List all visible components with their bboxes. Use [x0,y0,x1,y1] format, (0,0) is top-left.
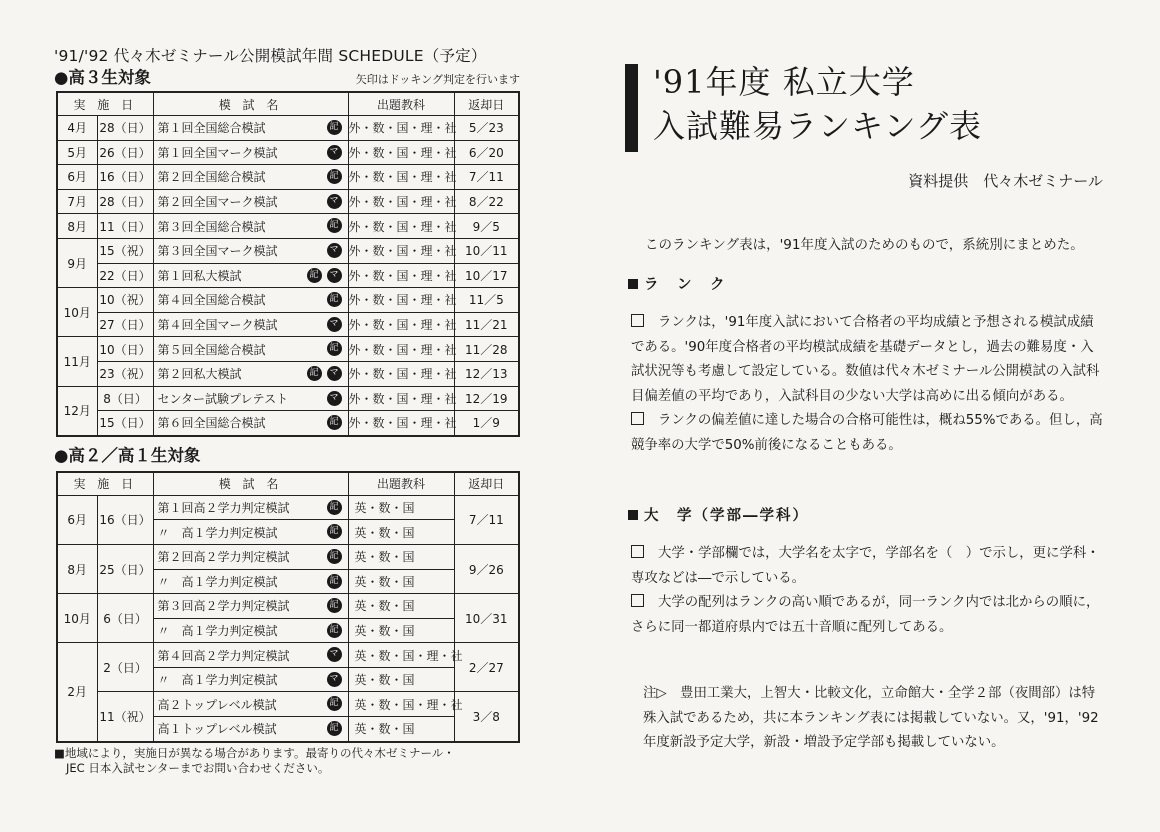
table-row [57,189,519,214]
return-date-cell: 6／20 [454,140,519,165]
exam-name: 第２回高２学力判定模試 [157,550,290,565]
subjects-cell: 英・数・国・理・社 [348,692,454,717]
subjects-cell: 外・数・国・理・社 [348,140,454,165]
footnote-line-2: JEC 日本入試センターまでお問い合わせください。 [66,760,330,775]
checkbox-icon [631,545,644,558]
day-cell: 10（祝） [97,288,153,313]
day-cell: 2（日） [97,643,153,692]
header-date: 実 施 日 [57,472,153,496]
exam-name-cell [153,140,348,165]
day-cell: 27（日） [97,312,153,337]
exam-name-cell [153,312,348,337]
exam-name: 第３回高２学力判定模試 [157,599,290,614]
mark-exam-badge-icon: マ [327,647,342,662]
header-date: 実 施 日 [57,92,153,116]
subjects-cell: 英・数・国 [348,594,454,619]
written-exam-badge-icon: 記 [327,341,342,356]
exam-name: 第１回全国総合模試 [157,121,266,136]
return-date-cell: 3／8 [454,692,519,742]
exam-name-cell [153,288,348,313]
return-date-cell: 8／22 [454,189,519,214]
mark-exam-badge-icon: マ [327,243,342,258]
exam-name-cell [153,618,348,643]
written-exam-badge-icon: 記 [307,268,322,283]
mark-exam-badge-icon: マ [327,145,342,160]
return-date-cell: 11／28 [454,337,519,362]
written-exam-badge-icon: 記 [327,500,342,515]
subjects-cell: 外・数・国・理・社 [348,238,454,263]
month-cell: 5月 [57,140,97,165]
written-exam-badge-icon: 記 [327,415,342,430]
written-exam-badge-icon: 記 [327,292,342,307]
exam-name-cell [153,386,348,411]
section-heading-grade2-1: ●高２／高１生対象 [54,445,201,465]
schedule-table-grade2-1 [56,471,520,743]
written-exam-badge-icon: 記 [327,574,342,589]
header-subjects: 出題教科 [348,472,454,496]
return-date-cell: 5／23 [454,116,519,141]
return-date-cell: 2／27 [454,643,519,692]
checkbox-icon [631,314,644,327]
header-subjects: 出題教科 [348,92,454,116]
table-row [57,386,519,411]
header-return: 返却日 [454,472,519,496]
exam-name: 第４回全国総合模試 [157,293,266,308]
day-cell: 22（日） [97,263,153,288]
exam-name: 〃 高１学力判定模試 [157,673,278,688]
exam-name-cell [153,263,348,288]
section-heading-grade3: ●高３生対象 [54,68,151,87]
written-exam-badge-icon: 記 [327,696,342,711]
return-date-cell: 9／5 [454,214,519,239]
mark-exam-badge-icon: マ [327,366,342,381]
subjects-cell: 英・数・国 [348,569,454,594]
subjects-cell: 英・数・国 [348,495,454,520]
month-cell: 4月 [57,116,97,141]
exam-name: 高１トップレベル模試 [157,722,277,737]
written-exam-badge-icon: 記 [327,524,342,539]
day-cell: 11（祝） [97,692,153,742]
return-date-cell: 10／11 [454,238,519,263]
table-row [57,411,519,436]
subjects-cell: 英・数・国 [348,717,454,742]
exam-name-cell [153,337,348,362]
day-cell: 15（日） [97,411,153,436]
day-cell: 11（日） [97,214,153,239]
subjects-cell: 英・数・国・理・社 [348,643,454,668]
exam-name-cell [153,361,348,386]
exam-name-cell [153,520,348,545]
month-cell: 12月 [57,386,97,436]
day-cell: 6（日） [97,594,153,643]
footnote-line-1: ■地域により，実施日が異なる場合があります。最寄りの代々木ゼミナール・ [54,745,455,760]
checkbox-icon [631,594,644,607]
subjects-cell: 外・数・国・理・社 [348,411,454,436]
subjects-cell: 外・数・国・理・社 [348,312,454,337]
table-row [57,238,519,263]
subjects-cell: 外・数・国・理・社 [348,214,454,239]
day-cell: 16（日） [97,495,153,544]
table-row [57,263,519,288]
article-title-line-1: '91年度 私立大学 [653,63,915,101]
exam-name-cell [153,692,348,717]
day-cell: 8（日） [97,386,153,411]
month-cell: 11月 [57,337,97,386]
mark-exam-badge-icon: マ [327,268,342,283]
table-row [57,214,519,239]
written-exam-badge-icon: 記 [327,218,342,233]
mark-exam-badge-icon: マ [327,194,342,209]
table-row [57,288,519,313]
table-row [57,116,519,141]
day-cell: 28（日） [97,189,153,214]
intro-text: このランキング表は，'91年度入試のためのもので，系統別にまとめた。 [645,237,1084,253]
table-row [57,165,519,190]
square-bullet-icon [628,279,638,289]
square-bullet-icon [628,510,638,520]
table-row [57,692,519,717]
table-row [57,361,519,386]
month-cell: 10月 [57,594,97,643]
month-cell: 8月 [57,214,97,239]
written-exam-badge-icon: 記 [327,169,342,184]
subjects-cell: 英・数・国 [348,520,454,545]
month-cell: 2月 [57,643,97,742]
subjects-cell: 英・数・国 [348,544,454,569]
subjects-cell: 外・数・国・理・社 [348,263,454,288]
exam-name-cell [153,667,348,692]
mark-exam-badge-icon: マ [327,317,342,332]
exam-name: 第１回全国マーク模試 [157,145,278,160]
day-cell: 10（日） [97,337,153,362]
exam-name-cell [153,189,348,214]
subjects-cell: 外・数・国・理・社 [348,361,454,386]
exam-name: 第１回私大模試 [157,268,242,283]
month-cell: 10月 [57,288,97,337]
month-cell: 9月 [57,238,97,287]
arrow-note: 矢印はドッキング判定を行います [355,73,520,86]
exam-name: 第２回私大模試 [157,367,242,382]
table-row [57,594,519,619]
schedule-table-grade3 [56,91,520,437]
exam-name-cell [153,594,348,619]
remark-text: 注▷ 豊田工業大，上智大・比較文化，立命館大・全学２部（夜間部）は特殊入試であるため，共に本ランキング表には掲載していない。又，'91，'92年度新設予定大学，新設・増設予定学部も掲載していない。 [643,686,1099,750]
exam-name: 第４回全国マーク模試 [157,318,278,333]
month-cell: 7月 [57,189,97,214]
mark-exam-badge-icon: マ [327,391,342,406]
exam-name: 〃 高１学力判定模試 [157,574,278,589]
univ-heading: 大 学（学部―学科） [628,504,1105,525]
table-row [57,495,519,520]
article-panel [625,60,1105,756]
exam-name: 〃 高１学力判定模試 [157,623,278,638]
written-exam-badge-icon: 記 [327,598,342,613]
exam-name-cell [153,238,348,263]
schedule-panel [54,46,520,776]
return-date-cell: 12／19 [454,386,519,411]
month-cell: 8月 [57,544,97,593]
subjects-cell: 外・数・国・理・社 [348,337,454,362]
day-cell: 26（日） [97,140,153,165]
exam-name: 第３回全国マーク模試 [157,244,278,259]
exam-name: 第３回全国総合模試 [157,219,266,234]
subjects-cell: 英・数・国 [348,618,454,643]
exam-name-cell [153,411,348,436]
table-row [57,140,519,165]
exam-name: 第５回全国総合模試 [157,342,266,357]
day-cell: 28（日） [97,116,153,141]
header-return: 返却日 [454,92,519,116]
schedule-title: '91/'92 代々木ゼミナール公開模試年間 SCHEDULE（予定） [54,47,487,65]
table-row [57,643,519,668]
exam-name: 高２トップレベル模試 [157,697,277,712]
exam-name-cell [153,544,348,569]
exam-name-cell [153,643,348,668]
exam-name: 第２回全国マーク模試 [157,195,278,210]
mark-exam-badge-icon: マ [327,672,342,687]
return-date-cell: 10／17 [454,263,519,288]
exam-name-cell [153,214,348,239]
subjects-cell: 外・数・国・理・社 [348,189,454,214]
written-exam-badge-icon: 記 [307,366,322,381]
return-date-cell: 7／11 [454,165,519,190]
return-date-cell: 10／31 [454,594,519,643]
written-exam-badge-icon: 記 [327,549,342,564]
return-date-cell: 12／13 [454,361,519,386]
month-cell: 6月 [57,495,97,544]
subjects-cell: 外・数・国・理・社 [348,165,454,190]
return-date-cell: 11／21 [454,312,519,337]
day-cell: 16（日） [97,165,153,190]
return-date-cell: 9／26 [454,544,519,593]
table-row [57,312,519,337]
rank-paragraph-2: ランクの偏差値に達した場合の合格可能性は，概ね55%である。但し，高競争率の大学で50%前後になることもある。 [631,413,1103,453]
return-date-cell: 11／5 [454,288,519,313]
subjects-cell: 英・数・国 [348,667,454,692]
exam-name: 第６回全国総合模試 [157,416,266,431]
day-cell: 25（日） [97,544,153,593]
exam-name: 第４回高２学力判定模試 [157,648,290,663]
header-exam: 模 試 名 [153,92,348,116]
exam-name: センター試験プレテスト [157,391,289,406]
exam-name: 第１回高２学力判定模試 [157,501,290,516]
exam-name-cell [153,116,348,141]
written-exam-badge-icon: 記 [327,120,342,135]
title-bar [625,64,638,152]
exam-name: 第２回全国総合模試 [157,170,266,185]
day-cell: 23（祝） [97,361,153,386]
subjects-cell: 外・数・国・理・社 [348,288,454,313]
header-exam: 模 試 名 [153,472,348,496]
checkbox-icon [631,412,644,425]
written-exam-badge-icon: 記 [327,623,342,638]
written-exam-badge-icon: 記 [327,721,342,736]
rank-paragraph-1: ランクは，'91年度入試において合格者の平均成績と予想される模試成績である。'90年度合格者の平均模試成績を基礎データとし，過去の難易度・入試状況等も考慮して設定している。数値は代々木ゼミナール公開模試の入試科目偏差値の平均であり，入試科目の少ない大学は高めに出る傾向がある。 [631,315,1100,404]
exam-name-cell [153,165,348,190]
table-row [57,337,519,362]
return-date-cell: 7／11 [454,495,519,544]
univ-paragraph-2: 大学の配列はランクの高い順であるが，同一ランク内では北からの順に，さらに同一都道府県内では五十音順に配列してある。 [631,595,1100,635]
univ-paragraph-1: 大学・学部欄では，大学名を太字で，学部名を（ ）で示し，更に学科・専攻などは―で示している。 [631,546,1100,586]
day-cell: 15（祝） [97,238,153,263]
month-cell: 6月 [57,165,97,190]
table-row [57,544,519,569]
subjects-cell: 外・数・国・理・社 [348,116,454,141]
exam-name-cell [153,495,348,520]
subjects-cell: 外・数・国・理・社 [348,386,454,411]
article-title-line-2: 入試難易ランキング表 [653,107,983,145]
return-date-cell: 1／9 [454,411,519,436]
rank-heading: ラ ン ク [628,273,1105,294]
exam-name-cell [153,569,348,594]
exam-name-cell [153,717,348,742]
source-credit: 資料提供 代々木ゼミナール [908,172,1103,190]
exam-name: 〃 高１学力判定模試 [157,525,278,540]
